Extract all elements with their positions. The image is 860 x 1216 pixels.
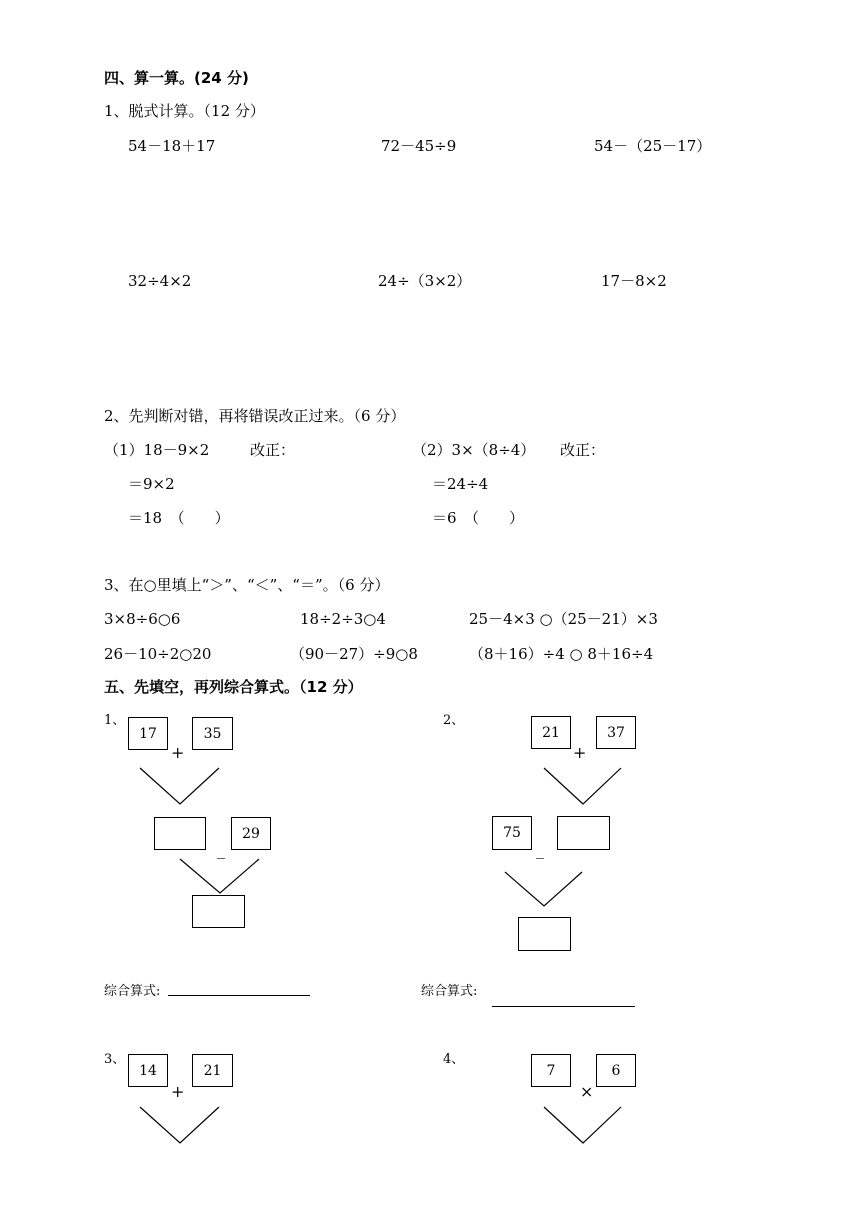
times-sign: ×	[580, 1082, 594, 1101]
calc-item: 17－8×2	[601, 272, 667, 290]
v-connector	[140, 768, 220, 806]
judge-right-step2: ＝6 （ ）	[432, 509, 525, 527]
minus-sign: _	[536, 840, 544, 859]
answer-box[interactable]	[192, 895, 245, 928]
number-box: 21	[192, 1054, 233, 1087]
number-box: 75	[492, 816, 532, 850]
formula-answer-line[interactable]	[492, 1006, 635, 1007]
problem-number: 2、	[443, 713, 465, 728]
number-box: 6	[596, 1054, 636, 1087]
judge-left-step1: ＝9×2	[128, 475, 175, 493]
compare-item: 25－4×3 ○（25－21）×3	[469, 610, 658, 628]
compare-item: 18÷2÷3○4	[300, 610, 386, 628]
v-connector	[544, 768, 622, 806]
number-box: 35	[192, 717, 233, 750]
v-connector	[140, 1107, 220, 1145]
answer-box[interactable]	[518, 917, 571, 951]
v-connector	[505, 872, 583, 908]
section4-title: 四、算一算。(24 分)	[104, 69, 249, 87]
calc-item: 54－18＋17	[128, 137, 216, 155]
plus-sign: +	[573, 743, 587, 762]
v-connector	[180, 859, 260, 895]
formula-label: 综合算式:	[421, 984, 478, 999]
calc-item: 32÷4×2	[128, 272, 192, 290]
compare-item: 3×8÷6○6	[104, 610, 181, 628]
section5-title: 五、先填空，再列综合算式。（12 分）	[104, 678, 363, 696]
judge-right-expr: （2）3×（8÷4）	[412, 441, 536, 459]
problem-number: 1、	[104, 713, 126, 728]
number-box: 14	[128, 1054, 168, 1087]
q3-title: 3、在○里填上“＞”、“＜”、“＝”。（6 分）	[104, 576, 390, 594]
judge-right-step1: ＝24÷4	[432, 475, 489, 493]
formula-answer-line[interactable]	[168, 995, 310, 996]
compare-item: （90－27）÷9○8	[290, 645, 418, 663]
number-box: 29	[231, 817, 271, 850]
compare-item: （8＋16）÷4 ○ 8＋16÷4	[469, 645, 654, 663]
q2-title: 2、先判断对错，再将错误改正过来。（6 分）	[104, 407, 406, 425]
calc-item: 54－（25－17）	[594, 137, 712, 155]
answer-box[interactable]	[154, 817, 206, 850]
judge-left-fix-label: 改正：	[250, 441, 296, 459]
judge-right-fix-label: 改正：	[560, 441, 606, 459]
answer-box[interactable]	[557, 816, 610, 850]
problem-number: 3、	[104, 1052, 126, 1067]
calc-item: 72－45÷9	[381, 137, 457, 155]
number-box: 21	[531, 716, 571, 749]
plus-sign: +	[171, 743, 185, 762]
number-box: 7	[531, 1054, 571, 1087]
compare-item: 26－10÷2○20	[104, 645, 212, 663]
judge-left-expr: （1）18－9×2	[104, 441, 210, 459]
q1-title: 1、脱式计算。（12 分）	[104, 102, 265, 120]
calc-item: 24÷（3×2）	[378, 272, 472, 290]
plus-sign: +	[171, 1082, 185, 1101]
minus-sign: _	[217, 840, 225, 859]
judge-left-step2: ＝18 （ ）	[128, 509, 230, 527]
problem-number: 4、	[443, 1052, 465, 1067]
number-box: 17	[128, 717, 168, 750]
formula-label: 综合算式:	[104, 984, 161, 999]
v-connector	[544, 1107, 622, 1145]
number-box: 37	[596, 716, 636, 749]
